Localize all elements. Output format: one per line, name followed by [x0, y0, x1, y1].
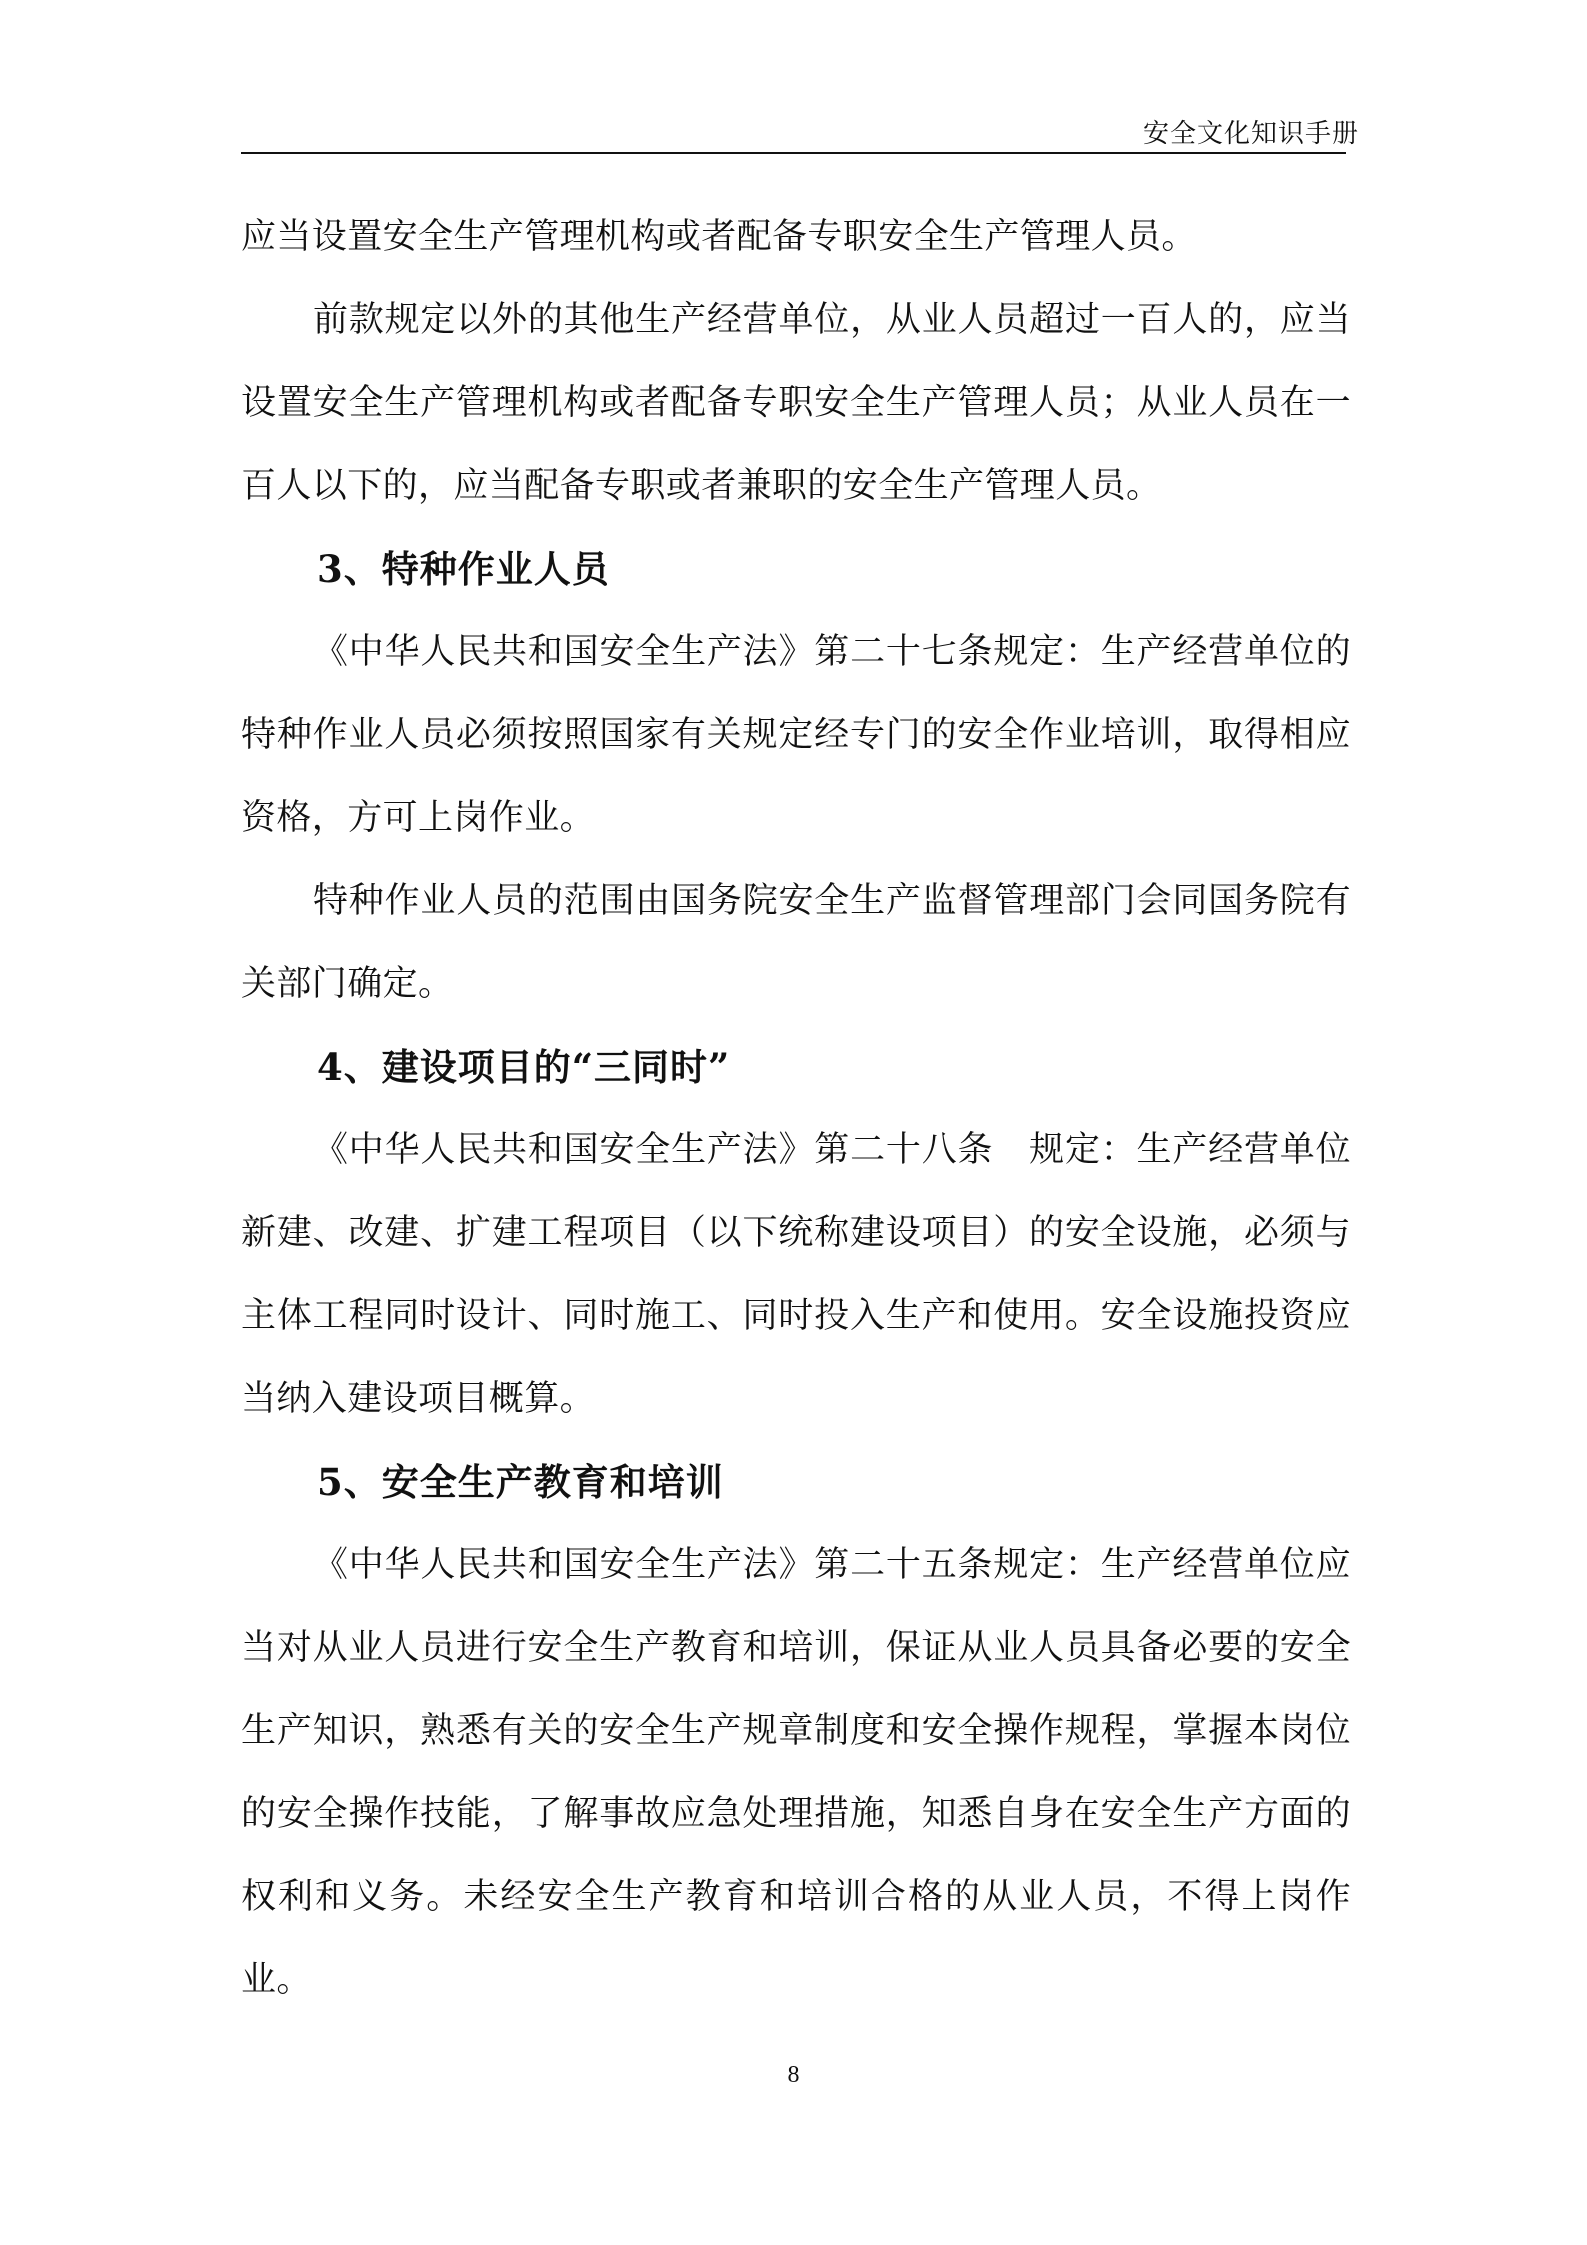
- body-paragraph: 前款规定以外的其他生产经营单位，从业人员超过一百人的，应当设置安全生产管理机构或者配备专职安全生产管理人员；从业人员在一百人以下的，应当配备专职或者兼职的安全生产管理人员。: [241, 300, 1351, 506]
- document-body: [241, 196, 1351, 2022]
- page-header-title: 安全文化知识手册: [1142, 119, 1359, 149]
- body-paragraph: 《中华人民共和国安全生产法》第二十五条规定：生产经营单位应当对从业人员进行安全生产教育和培训，保证从业人员具备必要的安全生产知识，熟悉有关的安全生产规章制度和安全操作规程，掌握本岗位的安全操作技能，了解事故应急处理措施，知悉自身在安全生产方面的权利和义务。未经安全生产教育和培训合格的从业人员，不得上岗作业。: [241, 1545, 1351, 2000]
- body-paragraph: 《中华人民共和国安全生产法》第二十八条 规定：生产经营单位新建、改建、扩建工程项目（以下统称建设项目）的安全设施，必须与主体工程同时设计、同时施工、同时投入生产和使用。安全设施投资应当纳入建设项目概算。: [241, 1130, 1351, 1419]
- body-paragraph: 《中华人民共和国安全生产法》第二十七条规定：生产经营单位的特种作业人员必须按照国家有关规定经专门的安全作业培训，取得相应资格，方可上岗作业。: [241, 632, 1351, 838]
- header-divider: [241, 152, 1346, 154]
- page-number: 8: [787, 2062, 800, 2088]
- section-heading: 5、安全生产教育和培训: [317, 1460, 724, 1504]
- body-paragraph: 应当设置安全生产管理机构或者配备专职安全生产管理人员。: [241, 217, 1197, 257]
- section-heading: 4、建设项目的“三同时”: [317, 1045, 731, 1089]
- body-paragraph: 特种作业人员的范围由国务院安全生产监督管理部门会同国务院有关部门确定。: [241, 881, 1351, 1004]
- section-heading: 3、特种作业人员: [317, 547, 610, 591]
